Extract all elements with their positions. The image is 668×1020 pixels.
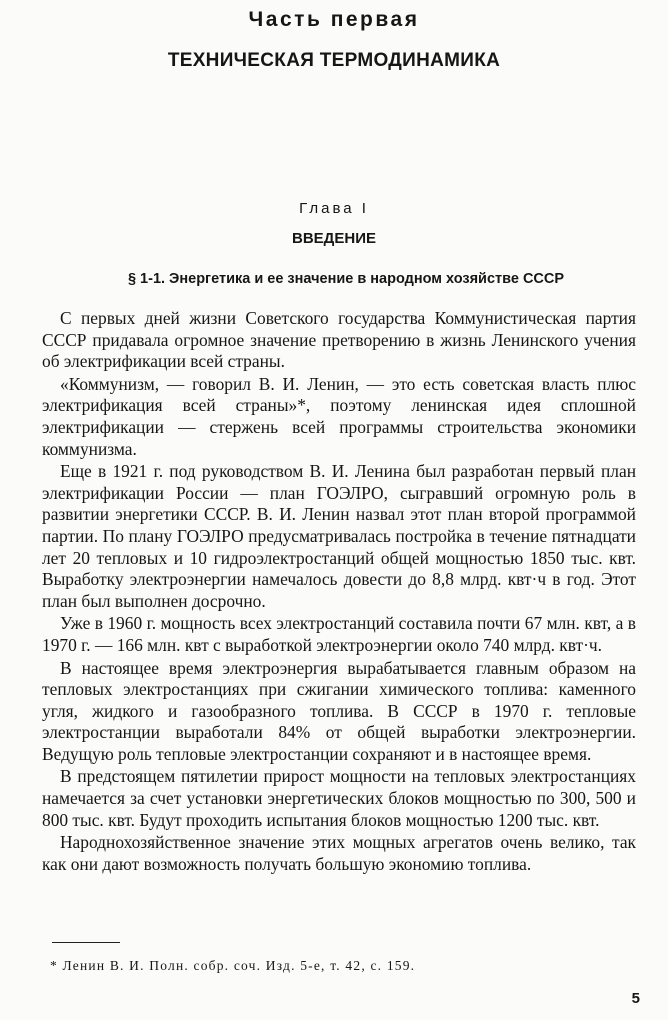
body-text xyxy=(42,308,636,875)
paragraph: В настоящее время электроэнергия вырабатывается главным образом на тепловых электростанциях при сжигании химического топлива: каменного угля, жидкого и газообразного топлива. В СССР в 1970 г. тепловые электростанции выработали 84% от общей выработки электроэнергии. Ведущую роль тепловые электростанции сохраняют и в настоящее время. xyxy=(42,657,636,764)
paragraph: В предстоящем пятилетии прирост мощности на тепловых электростанциях намечается за счет установки энергетических блоков мощностью по 300, 500 и 800 тыс. квт. Будут проходить испытания блоков мощностью 1200 тыс. квт. xyxy=(42,766,636,830)
paragraph: С первых дней жизни Советского государства Коммунистическая партия СССР придавала огромное значение претворению в жизнь Ленинского учения об электрификации всей страны. xyxy=(42,308,636,372)
chapter-title: ВВЕДЕНИЕ xyxy=(292,230,376,247)
page-number: 5 xyxy=(631,990,640,1007)
section-heading: § 1-1. Энергетика и ее значение в народном хозяйстве СССР xyxy=(127,271,565,287)
paragraph: Еще в 1921 г. под руководством В. И. Ленина был разработан первый план электрификации России — план ГОЭЛРО, сыгравший огромную роль в развитии энергетики СССР. В. И. Ленин назвал этот план второй программой партии. По плану ГОЭЛРО предусматривалась постройка в течение пятнадцати лет 20 тепловых и 10 гидроэлектростанций общей мощностью 1850 тыс. квт. Выработку электроэнергии намечалось довести до 8,8 млрд. квт·ч в год. Этот план был выполнен досрочно. xyxy=(42,461,636,611)
part-heading: Часть первая xyxy=(248,8,420,31)
paragraph: Народнохозяйственное значение этих мощных агрегатов очень велико, так как они дают возможность получать большую экономию топлива. xyxy=(42,832,636,874)
part-title: ТЕХНИЧЕСКАЯ ТЕРМОДИНАМИКА xyxy=(167,50,501,71)
paragraph: «Коммунизм, — говорил В. И. Ленин, — это есть советская власть плюс электрификация всей страны»*, поэтому ленинская идея сплошной электрификации — стержень всей программы строительства экономики коммунизма. xyxy=(42,373,636,459)
footnote: * Ленин В. И. Полн. собр. соч. Изд. 5-е, т. 42, с. 159. xyxy=(50,958,416,973)
footnote-divider xyxy=(52,942,120,943)
paragraph: Уже в 1960 г. мощность всех электростанций составила почти 67 млн. квт, а в 1970 г. — 166 млн. квт с выработкой электроэнергии около 740 млрд. квт·ч. xyxy=(42,613,636,655)
chapter-label: Глава I xyxy=(299,200,369,217)
